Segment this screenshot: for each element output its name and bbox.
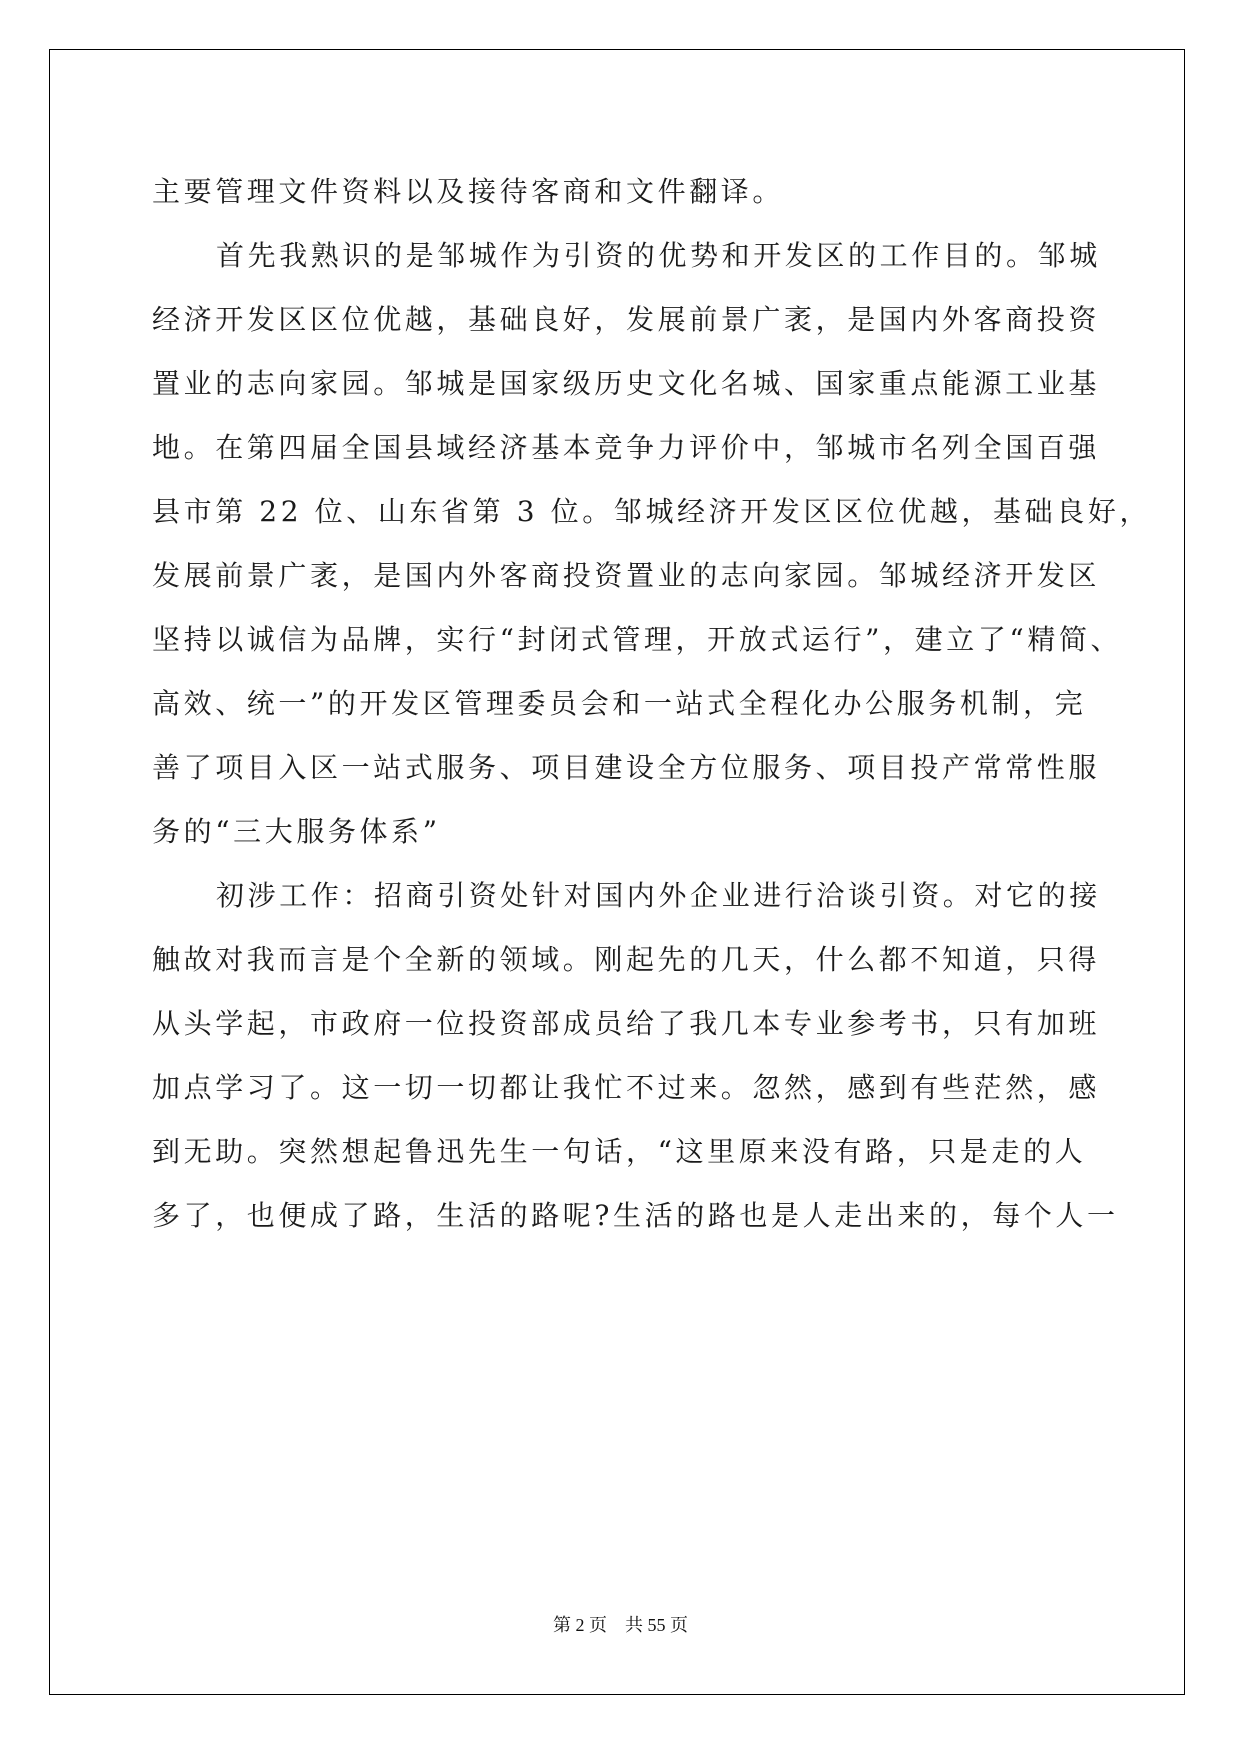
text-line-8: 坚持以诚信为品牌，实行“封闭式管理，开放式运行”，建立了“精简、 [152, 623, 1123, 656]
text-line-11: 务的“三大服务体系” [152, 815, 441, 848]
text-line-7: 发展前景广袤，是国内外客商投资置业的志向家园。邹城经济开发区 [152, 559, 1101, 592]
document-body [152, 160, 1152, 1248]
text-line-4: 置业的志向家园。邹城是国家级历史文化名城、国家重点能源工业基 [152, 367, 1101, 400]
text-line-12: 初涉工作：招商引资处针对国内外企业进行洽谈引资。对它的接 [216, 879, 1101, 912]
text-line-5: 地。在第四届全国县域经济基本竞争力评价中，邹城市名列全国百强 [152, 431, 1101, 464]
page-total: 共 55 页 [625, 1615, 688, 1635]
text-line-9: 高效、统一”的开发区管理委员会和一站式全程化办公服务机制，完 [152, 687, 1087, 720]
text-line-1: 主要管理文件资料以及接待客商和文件翻译。 [152, 175, 785, 208]
text-line-6: 县市第 22 位、山东省第 3 位。邹城经济开发区区位优越，基础良好， [152, 495, 1152, 528]
text-line-2: 首先我熟识的是邹城作为引资的优势和开发区的工作目的。邹城 [216, 239, 1101, 272]
text-line-10: 善了项目入区一站式服务、项目建设全方位服务、项目投产常常性服 [152, 751, 1101, 784]
text-line-17: 多了，也便成了路，生活的路呢?生活的路也是人走出来的，每个人一 [152, 1199, 1119, 1232]
page-number: 第 2 页 [553, 1615, 607, 1635]
text-line-13: 触故对我而言是个全新的领域。刚起先的几天，什么都不知道，只得 [152, 943, 1101, 976]
page-footer [0, 1611, 1241, 1637]
text-line-16: 到无助。突然想起鲁迅先生一句话，“这里原来没有路，只是走的人 [152, 1135, 1087, 1168]
text-line-14: 从头学起，市政府一位投资部成员给了我几本专业参考书，只有加班 [152, 1007, 1101, 1040]
text-line-15: 加点学习了。这一切一切都让我忙不过来。忽然，感到有些茫然，感 [152, 1071, 1101, 1104]
text-line-3: 经济开发区区位优越，基础良好，发展前景广袤，是国内外客商投资 [152, 303, 1101, 336]
